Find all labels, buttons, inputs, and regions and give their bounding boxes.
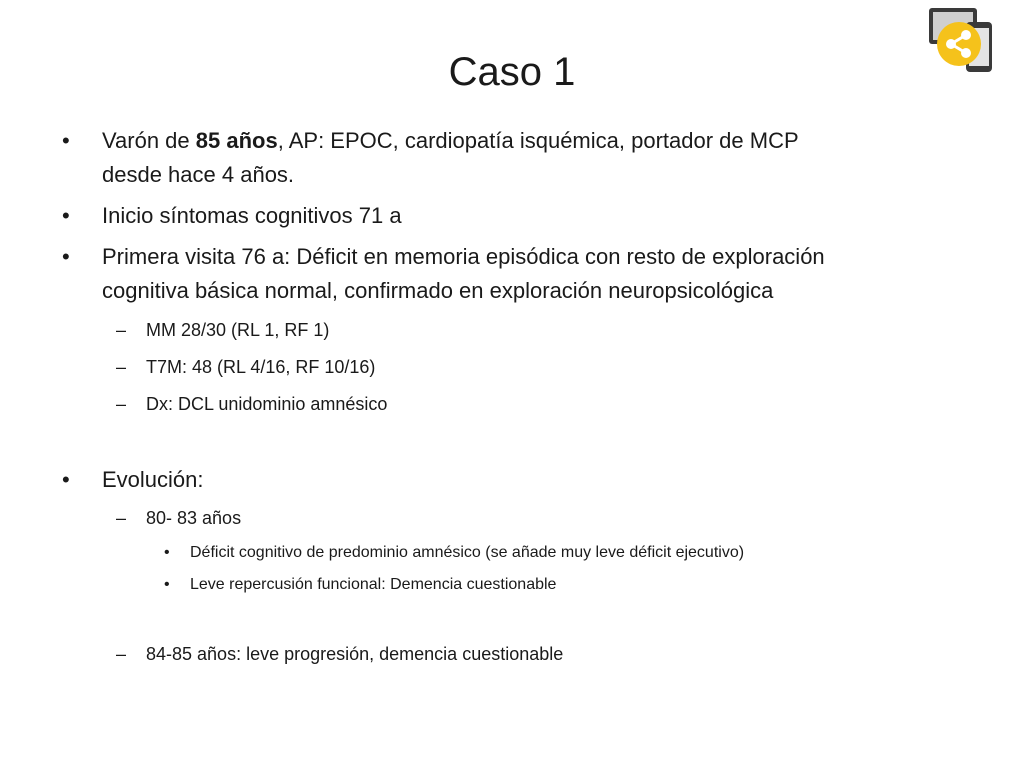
bullet-1-text-line2: desde hace 4 años. — [102, 162, 295, 187]
sub-bullet-mm — [116, 316, 966, 344]
sub-bullet-80-83 — [116, 504, 966, 532]
bullet-1-text-pre: Varón de — [102, 128, 196, 153]
dash-marker: – — [116, 644, 127, 664]
bullet-2 — [62, 199, 982, 233]
bullet-4 — [62, 463, 982, 497]
dash-marker: – — [116, 394, 127, 414]
bullet-1-age: 85 años — [195, 128, 278, 153]
share-button[interactable] — [926, 6, 994, 76]
sub-sub-bullet-deficit — [164, 541, 990, 565]
bullet-marker-small: • — [164, 544, 170, 561]
share-icon — [926, 6, 994, 76]
bullet-3-text-line2: cognitiva básica normal, confirmado en exploración neuropsicológica — [102, 278, 774, 303]
bullet-3-text-line1: Primera visita 76 a: Déficit en memoria episódica con resto de exploración — [102, 244, 825, 269]
sub-bullet-text: MM 28/30 (RL 1, RF 1) — [146, 320, 330, 340]
bullet-marker-small: • — [164, 576, 170, 593]
sub-bullet-text: 84-85 años: leve progresión, demencia cuestionable — [146, 644, 564, 664]
dash-marker: – — [116, 357, 127, 377]
bullet-1-text-post: , AP: EPOC, cardiopatía isquémica, portador de MCP — [277, 128, 799, 153]
sub-bullet-dx — [116, 390, 966, 418]
slide-title: Caso 1 — [448, 50, 576, 94]
bullet-4-text: Evolución: — [102, 467, 204, 492]
dash-marker: – — [116, 320, 127, 340]
bullet-marker: • — [62, 467, 70, 492]
sub-bullet-text: T7M: 48 (RL 4/16, RF 10/16) — [146, 357, 376, 377]
bullet-1 — [62, 124, 982, 192]
sub-sub-bullet-repercusion — [164, 573, 990, 597]
dash-marker: – — [116, 508, 127, 528]
sub-bullet-text: 80- 83 años — [146, 508, 242, 528]
sub-bullet-t7m — [116, 353, 966, 381]
sub-sub-bullet-text: Déficit cognitivo de predominio amnésico (se añade muy leve déficit ejecutivo) — [190, 544, 745, 561]
sub-bullet-84-85 — [116, 640, 966, 668]
bullet-marker: • — [62, 128, 70, 153]
sub-sub-bullet-text: Leve repercusión funcional: Demencia cuestionable — [190, 576, 557, 593]
bullet-2-text: Inicio síntomas cognitivos 71 a — [102, 203, 402, 228]
bullet-marker: • — [62, 203, 70, 228]
bullet-marker: • — [62, 244, 70, 269]
bullet-3 — [62, 240, 992, 308]
sub-bullet-text: Dx: DCL unidominio amnésico — [146, 394, 388, 414]
